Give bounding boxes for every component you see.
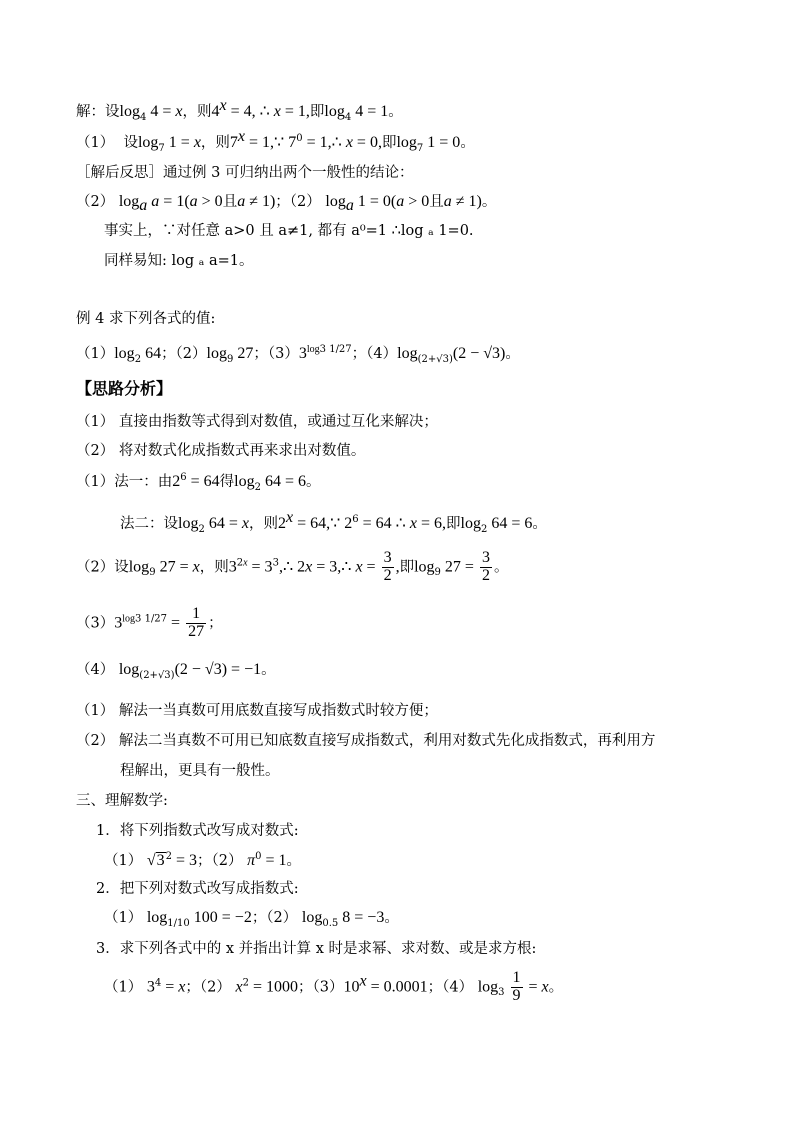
analysis-heading: 【思路分析】: [76, 379, 173, 398]
solution-2: （2）设$\log_9 27 = x$，则$3^{2x}$ = $3^3,\therefore$ 2x = 3,∴ x = $\frac{3}{2}$ ,即$\log_9 27$ = $\frac{3}{2}$ 。: [76, 549, 509, 584]
exercise-1-title: 1．将下列指数式改写成对数式:: [96, 823, 299, 839]
example-4-items: $(1)\log_2$ 64；$(2)\log_9$ 27；$(3)3^{log3 1/27}$；$(4)\log_{(2+√3)}(2 - √3)$。: [76, 344, 520, 365]
example-4-title: 例 4 求下列各式的值:: [76, 311, 216, 327]
exercise-1-items: （1） $√3^2 = 3$；（2） $\pi^0 = 1$。: [104, 851, 302, 869]
exercise-2-title: 2．把下列对数式改写成指数式:: [96, 881, 299, 897]
method-one: （1）法一：由$2^6 = 64$得$\log_2 64 = 6$。: [76, 472, 321, 493]
solution-line-1: 解：设$\log_4 4 = x$，则$4^x = 4$, ∴ x = 1,即$\log_4 4 = 1$。: [76, 97, 403, 123]
exercise-3-title: 3．求下列各式中的 x 并指出计算 x 时是求幂、求对数、或是求方根:: [96, 941, 537, 957]
general-conclusion: （2） $\log_a a = 1(a > 0$且a ≠ 1)；（2） $\log_a 1 = 0(a > 0$且a ≠ 1)。: [76, 193, 497, 214]
summary-point-2: （2） 解法二当真数不可用已知底数直接写成指数式，利用对数式先化成指数式，再利用方: [76, 733, 656, 749]
proof-line: 事实上，∵对任意 a>0 且 a≠1, 都有 a⁰=1 ∴log ₐ 1=0.: [104, 223, 474, 239]
exercise-2-items: （1） $\log_{1/10} 100 = -2$；（2） $\log_{0.5} 8 = -3$。: [104, 909, 399, 929]
analysis-point-1: （1） 直接由指数等式得到对数值，或通过互化来解决；: [76, 414, 438, 430]
solution-3: $(3)3^{log3 1/27}$ = $\frac{1}{27}$ ；: [76, 605, 223, 640]
method-two: 法二：设$\log_2 64 = x$，则$2^x$ = 64,∵ $2^6 = 64$ ∴ x = 6,即$\log_2 64 = 6$。: [120, 509, 547, 535]
solution-line-2: （1） 设$\log_7 1 = x$，则$7^x$ = 1,∵ $7^0$ = 1,∴ x = 0,即$\log_7 1 = 0$。: [76, 128, 475, 154]
solution-4: （4） $\log_{(2+√3)}(2 - √3) = -1$。: [76, 661, 276, 681]
summary-point-1: （1） 解法一当真数可用底数直接写成指数式时较方便；: [76, 703, 438, 719]
reflection-heading: ［解后反思］通过例 3 可归纳出两个一般性的结论：: [76, 165, 414, 181]
exercise-3-items: （1） $3^4 = x$；（2） $x^2 = 1000$；$(3)10^x = 0.0001$；（4） $\log_3$ $\frac{1}{9}$ = x。: [104, 969, 564, 1004]
section-three-heading: 三、理解数学:: [76, 793, 168, 809]
analysis-point-2: （2） 将对数式化成指数式再来求出对数值。: [76, 443, 366, 459]
similar-line: 同样易知: log ₐ a=1。: [104, 253, 254, 269]
summary-point-2-cont: 程解出，更具有一般性。: [120, 763, 280, 779]
